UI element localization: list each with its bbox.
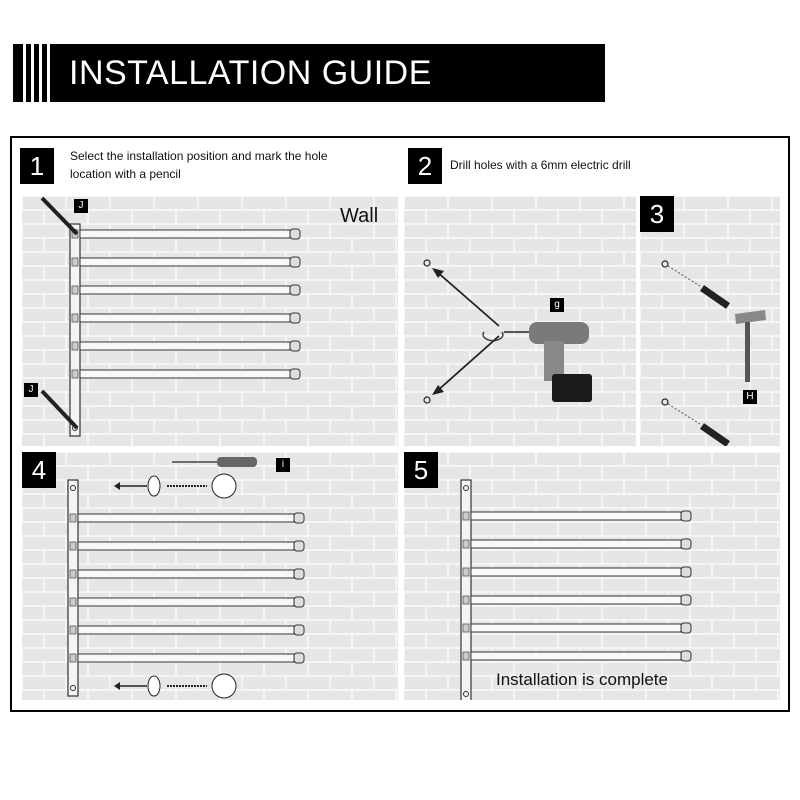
tool-tag-pencil-bottom: J [24, 383, 38, 397]
page-title: INSTALLATION GUIDE [69, 54, 432, 92]
towel-rack-icon [461, 480, 691, 700]
step-2-drilling [404, 196, 636, 446]
step-5-number: 5 [404, 452, 438, 488]
wall-anchor-icon [702, 288, 728, 306]
step-2-instruction: Drill holes with a 6mm electric drill [450, 158, 631, 172]
tool-tag-drill: g [550, 298, 564, 312]
step-5-rack [404, 452, 780, 700]
rotation-icon [483, 332, 503, 341]
screwdriver-icon [172, 457, 257, 467]
completion-label: Installation is complete [496, 670, 668, 689]
tool-tag-hammer: H [743, 390, 757, 404]
hammer-icon [735, 310, 766, 382]
arrow-icon [432, 268, 499, 395]
tool-tag-pencil-top: J [74, 199, 88, 213]
step-2-number: 2 [408, 148, 442, 184]
wall-label: Wall [340, 205, 379, 227]
step-3-number: 3 [640, 196, 674, 232]
step-1-number: 1 [20, 148, 54, 184]
towel-rack-icon [70, 224, 300, 436]
step-4-number: 4 [22, 452, 56, 488]
title-bar [13, 44, 605, 102]
step-1-instruction: Select the installation position and mark the hole location with a pencil [70, 149, 328, 181]
wall-anchor-icon [702, 426, 728, 444]
step-4-rack [22, 452, 398, 700]
step-3-anchors [640, 196, 780, 446]
towel-rack-icon [68, 480, 304, 696]
step-1-rack [22, 196, 398, 446]
wall-anchor-icon [148, 474, 236, 698]
tool-tag-screwdriver: i [276, 458, 290, 472]
electric-drill-icon [504, 322, 592, 402]
